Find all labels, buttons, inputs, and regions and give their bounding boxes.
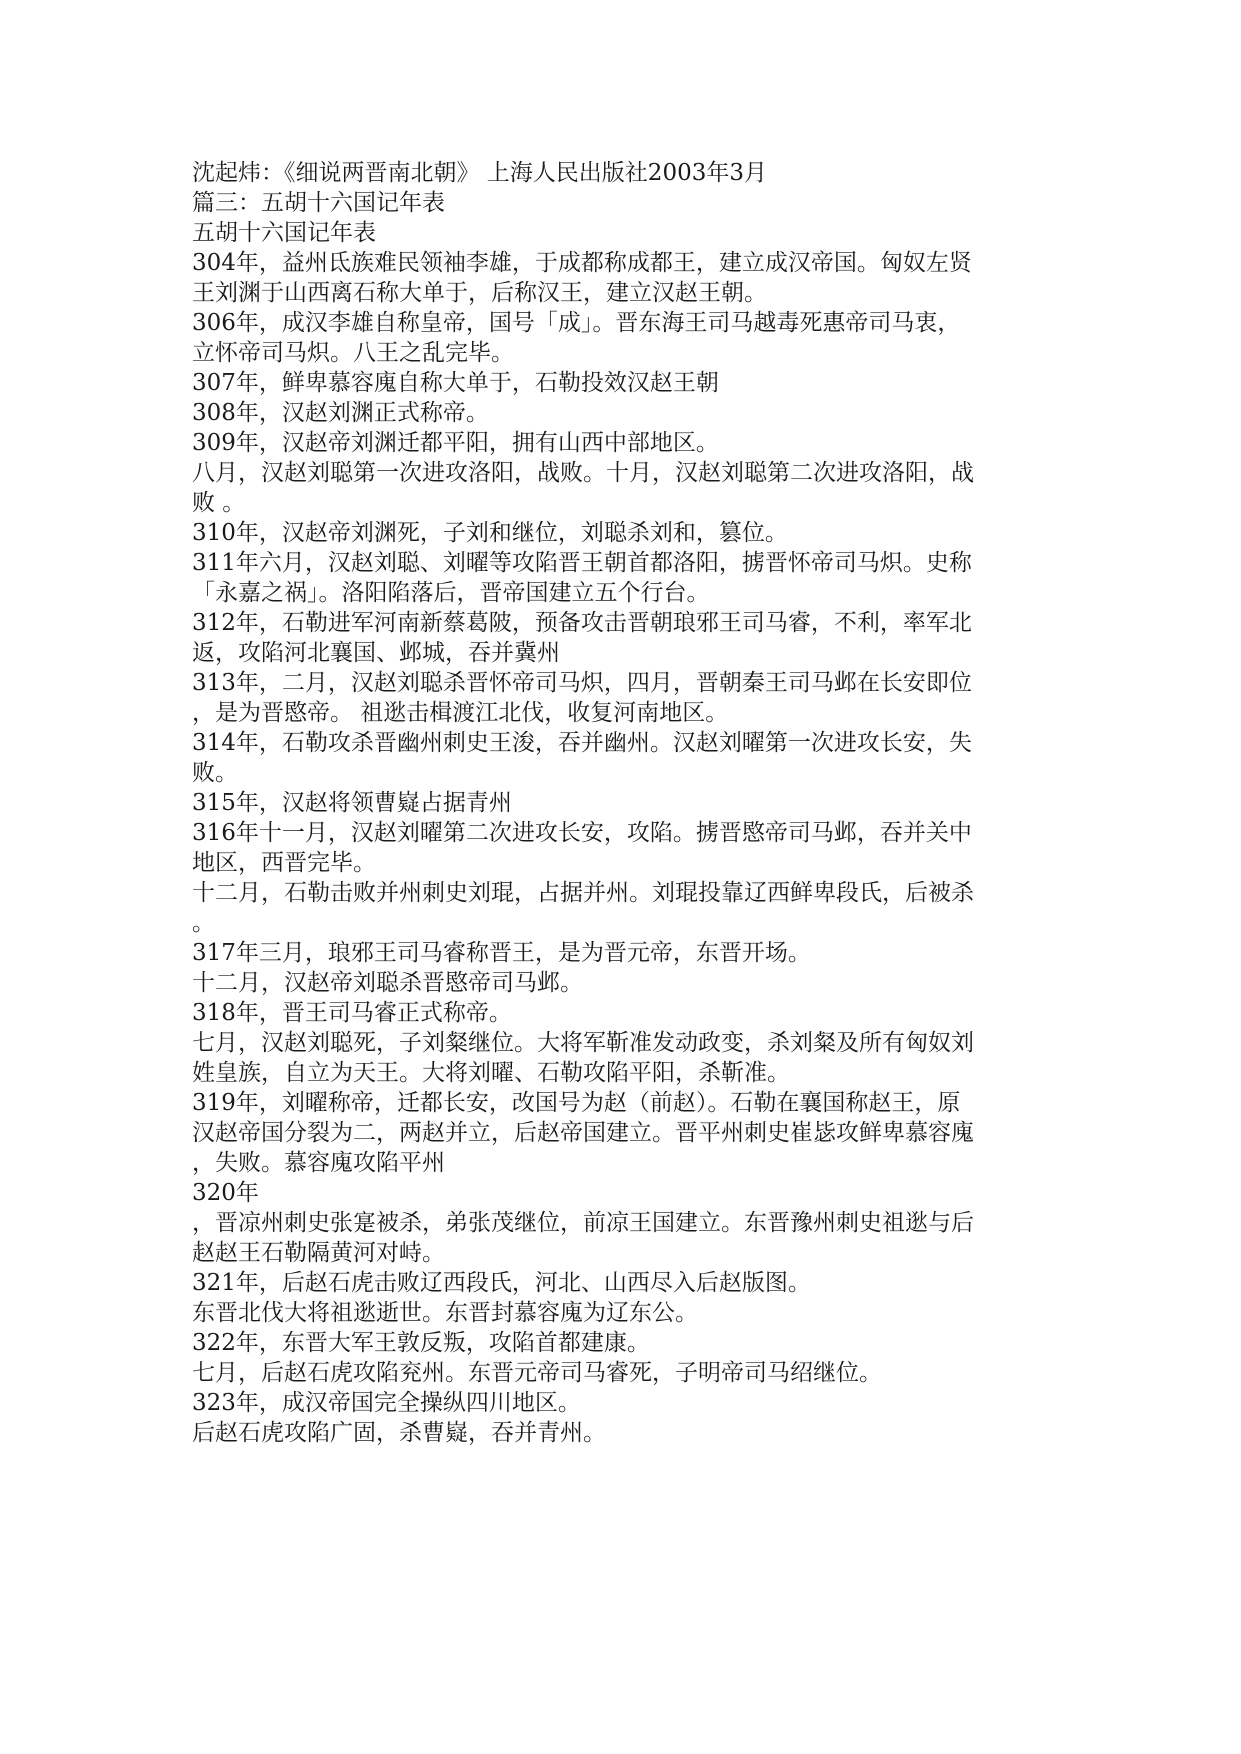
text-line: 败 。 bbox=[192, 490, 246, 516]
text-line: 立怀帝司马炽。八王之乱完毕。 bbox=[192, 340, 514, 366]
text-line: 311年六月，汉赵刘聪、刘曜等攻陷晋王朝首都洛阳，掳晋怀帝司马炽。史称 bbox=[192, 550, 972, 576]
text-line: 323年，成汉帝国完全操纵四川地区。 bbox=[192, 1390, 581, 1416]
document-page bbox=[192, 158, 1052, 1448]
text-line: 「永嘉之祸」。洛阳陷落后，晋帝国建立五个行台。 bbox=[192, 580, 710, 606]
text-line: 310年，汉赵帝刘渊死，子刘和继位，刘聪杀刘和，篡位。 bbox=[192, 520, 788, 546]
text-line: ，晋凉州刺史张寔被杀，弟张茂继位，前凉王国建立。东晋豫州刺史祖逖与后 bbox=[192, 1210, 974, 1236]
text-line: 322年，东晋大军王敦反叛，攻陷首都建康。 bbox=[192, 1330, 650, 1356]
text-line: 314年，石勒攻杀晋幽州刺史王浚，吞并幽州。汉赵刘曜第一次进攻长安，失 bbox=[192, 730, 972, 756]
text-line: 312年，石勒进军河南新蔡葛陂，预备攻击晋朝琅邪王司马睿，不利，率军北 bbox=[192, 610, 972, 636]
text-line: 王刘渊于山西离石称大单于，后称汉王，建立汉赵王朝。 bbox=[192, 280, 767, 306]
text-line: 五胡十六国记年表 bbox=[192, 220, 376, 246]
text-line: 306年，成汉李雄自称皇帝，国号「成」。晋东海王司马越毒死惠帝司马衷， bbox=[192, 310, 961, 336]
text-line: 篇三：五胡十六国记年表 bbox=[192, 190, 445, 216]
text-line: 307年，鲜卑慕容廆自称大单于，石勒投效汉赵王朝 bbox=[192, 370, 719, 396]
text-line: ，失败。慕容廆攻陷平州 bbox=[192, 1150, 445, 1176]
text-line: 赵赵王石勒隔黄河对峙。 bbox=[192, 1240, 445, 1266]
text-line: 汉赵帝国分裂为二，两赵并立，后赵帝国建立。晋平州刺史崔毖攻鲜卑慕容廆 bbox=[192, 1120, 974, 1146]
text-line: 316年十一月，汉赵刘曜第二次进攻长安，攻陷。掳晋愍帝司马邺，吞并关中 bbox=[192, 820, 972, 846]
text-line: 318年，晋王司马睿正式称帝。 bbox=[192, 1000, 512, 1026]
text-line: 315年，汉赵将领曹嶷占据青州 bbox=[192, 790, 512, 816]
text-line: 十二月，石勒击败并州刺史刘琨，占据并州。刘琨投靠辽西鲜卑段氏，后被杀 bbox=[192, 880, 974, 906]
text-line: 东晋北伐大将祖逖逝世。东晋封慕容廆为辽东公。 bbox=[192, 1300, 698, 1326]
text-line: 313年，二月，汉赵刘聪杀晋怀帝司马炽，四月，晋朝秦王司马邺在长安即位 bbox=[192, 670, 972, 696]
text-line: 返，攻陷河北襄国、邺城，吞并冀州 bbox=[192, 640, 560, 666]
text-line: 十二月，汉赵帝刘聪杀晋愍帝司马邺。 bbox=[192, 970, 583, 996]
text-line: 七月，汉赵刘聪死，子刘粲继位。大将军靳准发动政变，杀刘粲及所有匈奴刘 bbox=[192, 1030, 974, 1056]
text-line: 七月，后赵石虎攻陷兖州。东晋元帝司马睿死，子明帝司马绍继位。 bbox=[192, 1360, 882, 1386]
text-line: 309年，汉赵帝刘渊迁都平阳，拥有山西中部地区。 bbox=[192, 430, 719, 456]
text-line: 姓皇族，自立为天王。大将刘曜、石勒攻陷平阳，杀靳准。 bbox=[192, 1060, 790, 1086]
text-line: 沈起炜：《细说两晋南北朝》 上海人民出版社2003年3月 bbox=[192, 160, 767, 186]
text-line: 。 bbox=[192, 910, 215, 936]
text-line: 321年，后赵石虎击败辽西段氏，河北、山西尽入后赵版图。 bbox=[192, 1270, 811, 1296]
text-line: 败。 bbox=[192, 760, 238, 786]
text-line: ，是为晋愍帝。 祖逖击楫渡江北伐，收复河南地区。 bbox=[192, 700, 729, 726]
text-line: 八月，汉赵刘聪第一次进攻洛阳，战败。十月，汉赵刘聪第二次进攻洛阳，战 bbox=[192, 460, 974, 486]
text-line: 319年，刘曜称帝，迁都长安，改国号为赵（前赵）。石勒在襄国称赵王，原 bbox=[192, 1090, 961, 1116]
text-line: 304年，益州氐族难民领袖李雄，于成都称成都王，建立成汉帝国。匈奴左贤 bbox=[192, 250, 972, 276]
text-line: 320年 bbox=[192, 1180, 259, 1206]
text-line: 地区，西晋完毕。 bbox=[192, 850, 376, 876]
text-line: 308年，汉赵刘渊正式称帝。 bbox=[192, 400, 489, 426]
text-line: 317年三月，琅邪王司马睿称晋王，是为晋元帝，东晋开场。 bbox=[192, 940, 811, 966]
text-line: 后赵石虎攻陷广固，杀曹嶷，吞并青州。 bbox=[192, 1420, 606, 1446]
